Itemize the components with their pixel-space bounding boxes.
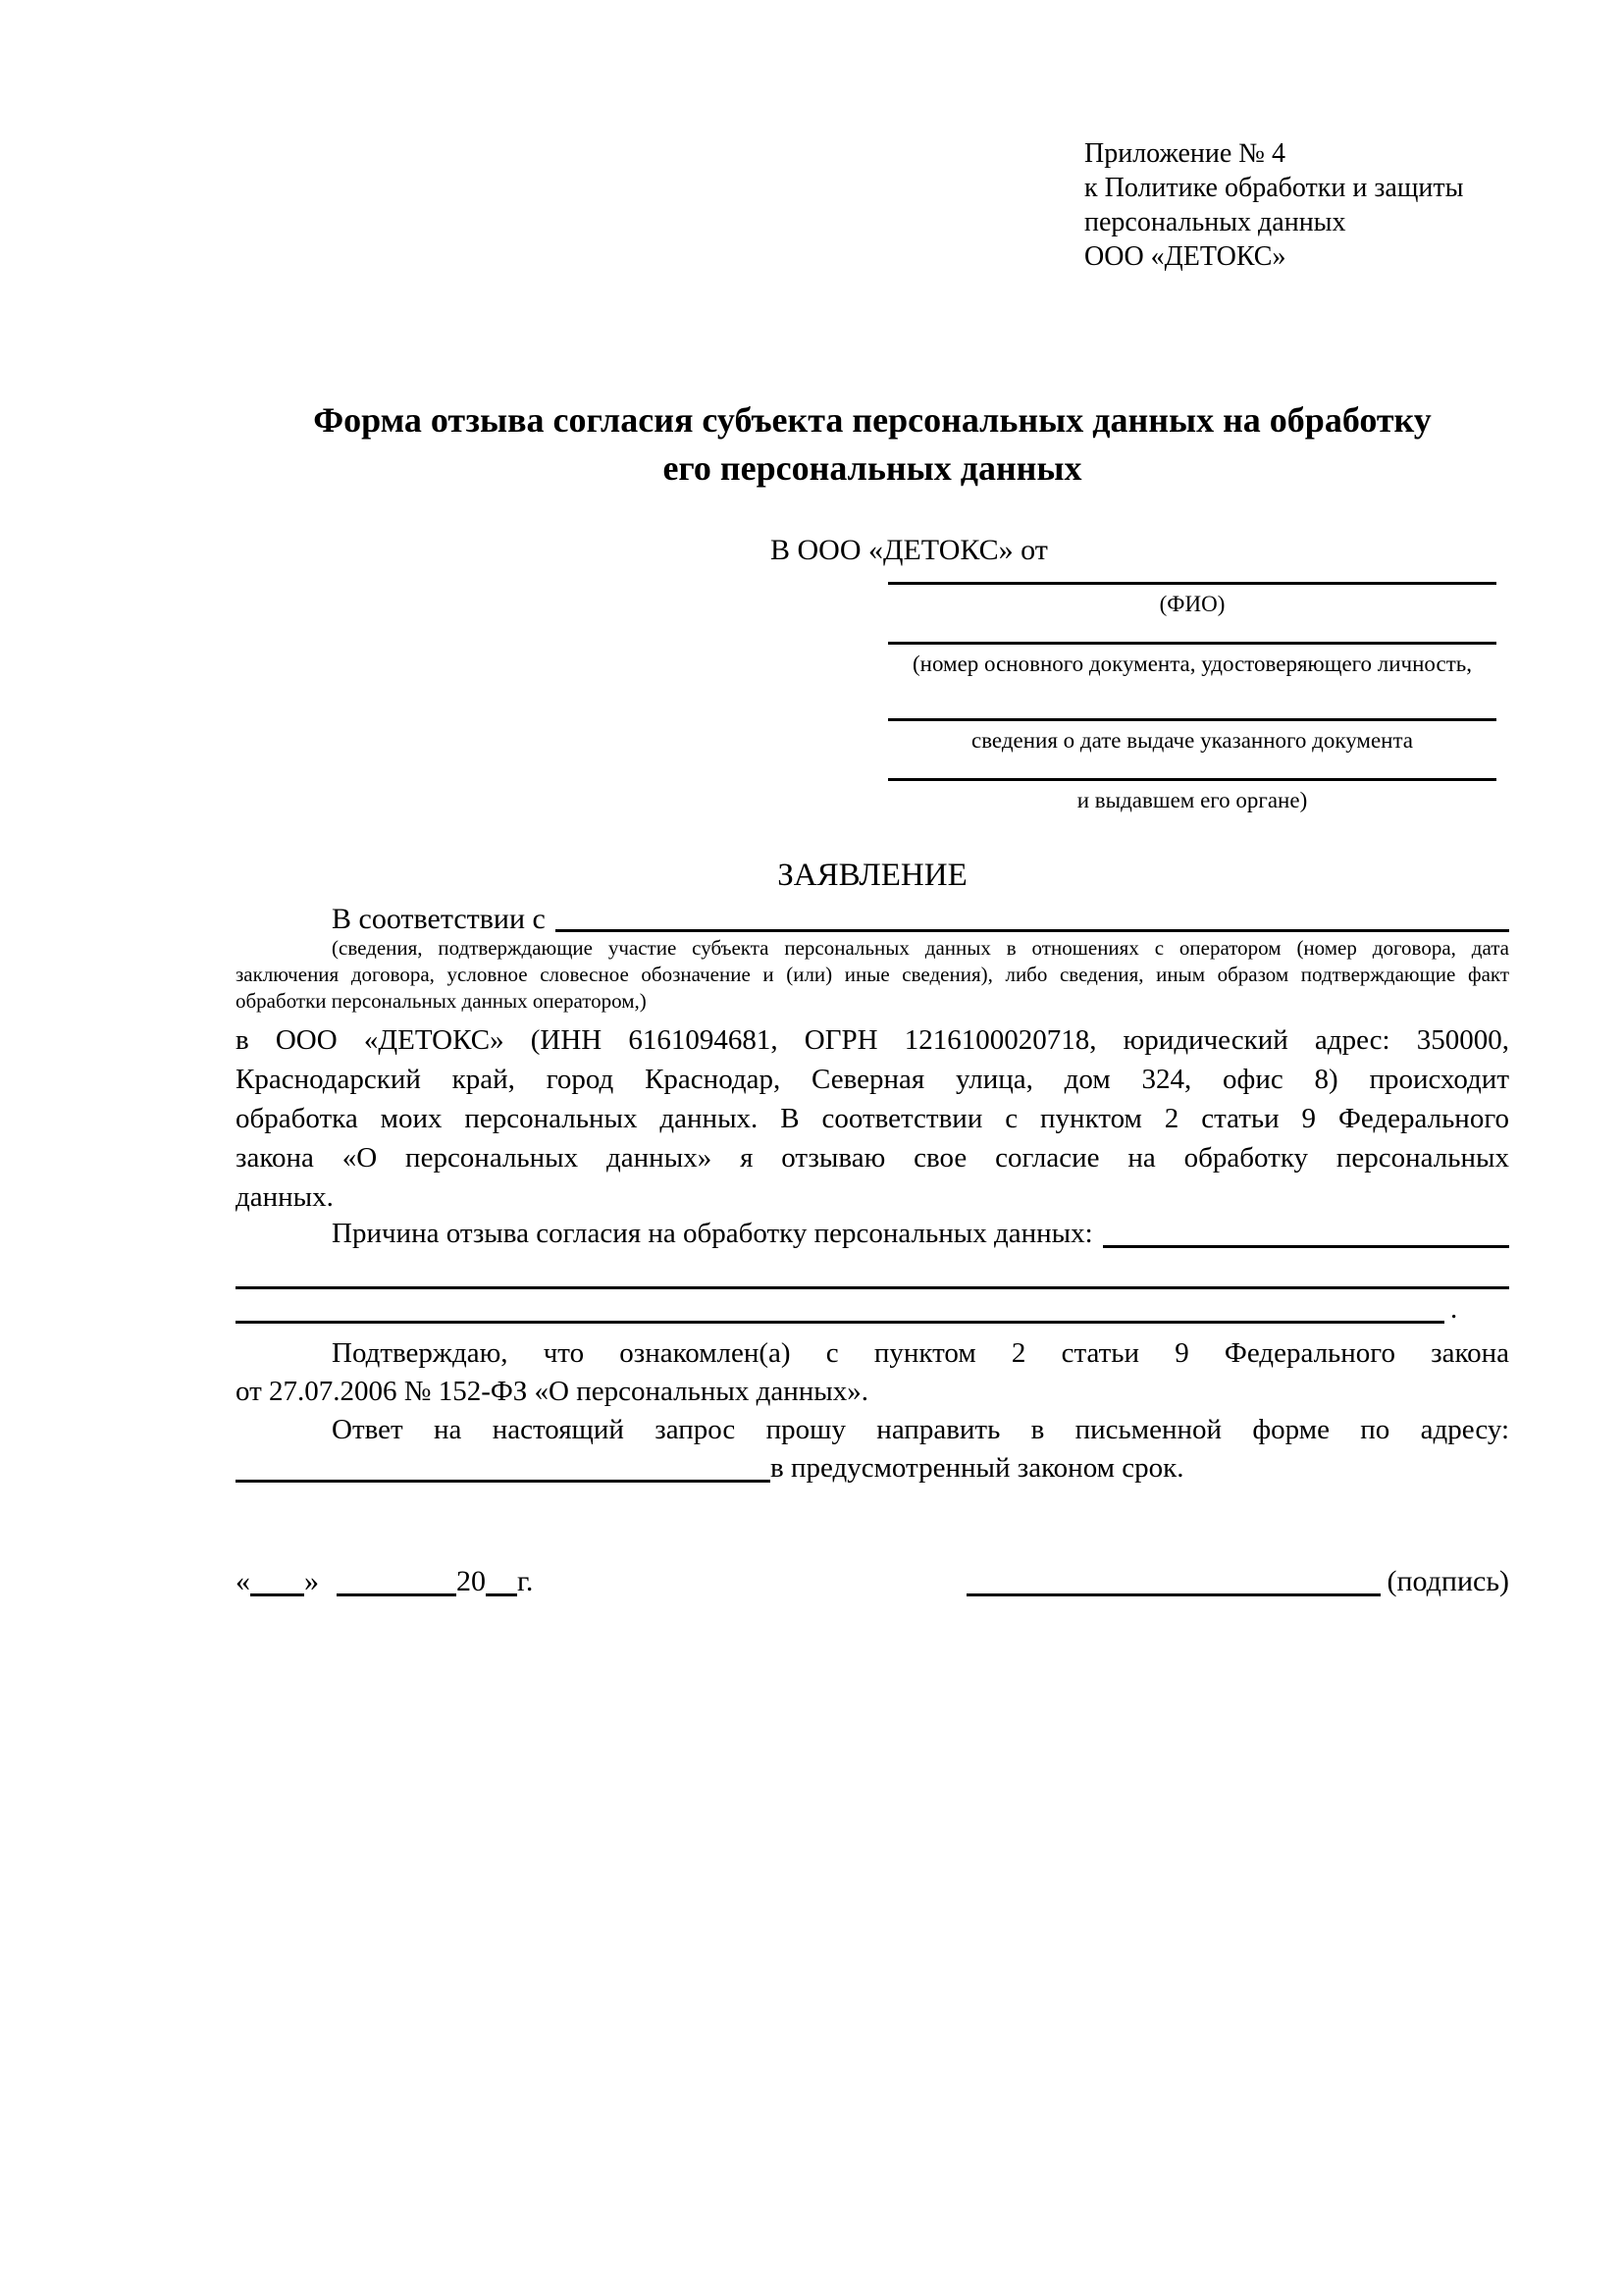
year-prefix: 20 xyxy=(456,1565,486,1597)
day-blank xyxy=(250,1564,304,1596)
document-title: Форма отзыва согласия субъекта персональных данных на обработку его персональных данных xyxy=(313,400,1432,488)
confirmation-paragraph: Подтверждаю, что ознакомлен(а) с пунктом 2 статьи 9 Федерального закона от 27.07.2006 № 152-ФЗ «О персональных данных». xyxy=(236,1337,1509,1407)
reply-address-row xyxy=(236,1449,1509,1487)
date-line xyxy=(236,1562,533,1601)
issuing-authority-blank-line xyxy=(888,778,1496,781)
document-number-caption: (номер основного документа, удостоверяющего личность, xyxy=(912,652,1472,676)
signature-blank-line xyxy=(967,1564,1381,1596)
year-blank xyxy=(486,1564,517,1596)
reason-continuation-line-1 xyxy=(236,1286,1509,1289)
intro-row xyxy=(236,902,1509,937)
appendix-header: Приложение № 4 к Политике обработки и защиты персональных данных ООО «ДЕТОКС» xyxy=(1084,138,1464,272)
month-blank xyxy=(337,1564,456,1596)
reply-suffix: в предусмотренный законом срок. xyxy=(770,1452,1184,1484)
signature-group xyxy=(967,1562,1509,1601)
issuing-authority-caption: и выдавшем его органе) xyxy=(1076,788,1308,812)
reply-request-line: Ответ на настоящий запрос прошу направить в письменной форме по адресу: xyxy=(332,1414,1509,1445)
reason-period: . xyxy=(1450,1293,1458,1325)
basis-blank-line xyxy=(555,929,1509,932)
issue-date-blank-line xyxy=(888,718,1496,721)
statement-heading: ЗАЯВЛЕНИЕ xyxy=(777,858,968,893)
signature-caption: (подпись) xyxy=(1387,1565,1509,1597)
fio-blank-line xyxy=(888,582,1496,585)
fio-caption: (ФИО) xyxy=(1159,592,1226,616)
issue-date-caption: сведения о дате выдаче указанного документа xyxy=(970,728,1414,753)
intro-footnote: (сведения, подтверждающие участие субъекта персональных данных в отношениях с оператором (номер договора, дата заключения договора, условное словесное обозначение и (или) иные сведения), либо сведения, иным образом подтверждающие факт обработки персональных данных оператором,) xyxy=(236,936,1509,1013)
addressee-line: В ООО «ДЕТОКС» от xyxy=(770,534,1048,566)
footer-row xyxy=(236,1562,1509,1601)
reply-address-blank-line xyxy=(236,1480,770,1483)
date-quote-open: « xyxy=(236,1565,250,1597)
statement-body: в ООО «ДЕТОКС» (ИНН 6161094681, ОГРН 1216100020718, юридический адрес: 350000, Краснодарский край, город Краснодар, Северная улица, дом 324, офис 8) происходит обработка моих персональных данных. В соответствии с пунктом 2 статьи 9 Федерального закона «О персональных данных» я отзываю свое согласие на обработку персональных данных. xyxy=(236,1024,1509,1213)
reason-continuation-line-2 xyxy=(236,1321,1444,1324)
intro-label: В соответствии с xyxy=(332,903,546,935)
reason-blank-line xyxy=(1103,1245,1509,1248)
document-number-blank-line xyxy=(888,642,1496,645)
reason-row xyxy=(236,1214,1509,1253)
year-suffix: г. xyxy=(517,1565,534,1597)
reason-label: Причина отзыва согласия на обработку персональных данных: xyxy=(332,1218,1093,1249)
date-quote-close: » xyxy=(304,1565,319,1597)
